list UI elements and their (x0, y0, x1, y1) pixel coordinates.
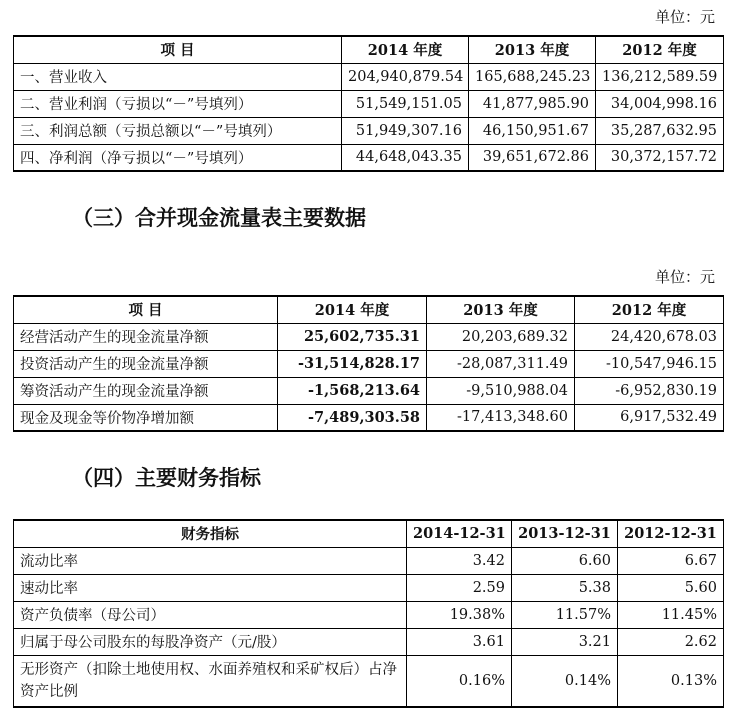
cell-2013: -17,413,348.60 (427, 404, 575, 431)
table-row (14, 323, 724, 350)
cell-2012: 2.62 (618, 628, 724, 655)
cell-2014: 19.38% (407, 601, 512, 628)
cell-2013: 41,877,985.90 (469, 90, 596, 117)
header-2012: 2012 年度 (596, 36, 724, 63)
cell-2013: 165,688,245.23 (469, 63, 596, 90)
table-header-row (14, 296, 724, 323)
header-indicator: 财务指标 (14, 520, 407, 547)
header-2014: 2014 年度 (342, 36, 469, 63)
section3-title: （三）合并现金流量表主要数据 (72, 206, 366, 230)
cell-2014: 51,549,151.05 (342, 90, 469, 117)
cashflow-table (13, 295, 724, 432)
cell-2012: 34,004,998.16 (596, 90, 724, 117)
cell-2012: 0.13% (618, 655, 724, 707)
unit-label-cashflow: 单位：元 (654, 268, 715, 286)
cell-2014: -31,514,828.17 (278, 350, 427, 377)
section4-title: （四）主要财务指标 (72, 466, 261, 490)
row-label: 归属于母公司股东的每股净资产（元/股） (14, 628, 407, 655)
cell-2014: 204,940,879.54 (342, 63, 469, 90)
table-row (14, 601, 724, 628)
cell-2012: 6.67 (618, 547, 724, 574)
table-row (14, 547, 724, 574)
header-item: 项 目 (14, 36, 342, 63)
row-label: 经营活动产生的现金流量净额 (14, 323, 278, 350)
cell-2012: 30,372,157.72 (596, 144, 724, 171)
table-row (14, 63, 724, 90)
indicators-table (13, 519, 724, 708)
cell-2014: 0.16% (407, 655, 512, 707)
table-row (14, 404, 724, 431)
cell-2012: 11.45% (618, 601, 724, 628)
unit-label-income: 单位：元 (654, 8, 715, 26)
row-label: 流动比率 (14, 547, 407, 574)
header-item: 项 目 (14, 296, 278, 323)
row-label: 资产负债率（母公司） (14, 601, 407, 628)
cell-2013: -28,087,311.49 (427, 350, 575, 377)
table-row (14, 144, 724, 171)
header-2013: 2013 年度 (427, 296, 575, 323)
cell-2013: 46,150,951.67 (469, 117, 596, 144)
cell-2013: 11.57% (512, 601, 618, 628)
cell-2013: -9,510,988.04 (427, 377, 575, 404)
table-row (14, 574, 724, 601)
cell-2013: 39,651,672.86 (469, 144, 596, 171)
row-label: 速动比率 (14, 574, 407, 601)
cell-2013: 0.14% (512, 655, 618, 707)
table-row (14, 655, 724, 707)
table-row (14, 117, 724, 144)
cell-2013: 6.60 (512, 547, 618, 574)
row-label: 一、营业收入 (14, 63, 342, 90)
cell-2014: 51,949,307.16 (342, 117, 469, 144)
table-row (14, 377, 724, 404)
header-2014: 2014 年度 (278, 296, 427, 323)
header-2013: 2013-12-31 (512, 520, 618, 547)
table-header-row (14, 36, 724, 63)
row-label: 筹资活动产生的现金流量净额 (14, 377, 278, 404)
cell-2014: 3.61 (407, 628, 512, 655)
row-label: 投资活动产生的现金流量净额 (14, 350, 278, 377)
cell-2013: 20,203,689.32 (427, 323, 575, 350)
cell-2012: 136,212,589.59 (596, 63, 724, 90)
cell-2012: -6,952,830.19 (575, 377, 724, 404)
cell-2014: 25,602,735.31 (278, 323, 427, 350)
cell-2012: 6,917,532.49 (575, 404, 724, 431)
row-label: 三、利润总额（亏损总额以“－”号填列） (14, 117, 342, 144)
header-2014: 2014-12-31 (407, 520, 512, 547)
income-table (13, 35, 724, 172)
table-header-row (14, 520, 724, 547)
cell-2012: 35,287,632.95 (596, 117, 724, 144)
row-label: 无形资产（扣除土地使用权、水面养殖权和采矿权后）占净资产比例 (14, 655, 407, 707)
cell-2014: -1,568,213.64 (278, 377, 427, 404)
cell-2014: -7,489,303.58 (278, 404, 427, 431)
table-row (14, 628, 724, 655)
row-label: 四、净利润（净亏损以“－”号填列） (14, 144, 342, 171)
cell-2014: 3.42 (407, 547, 512, 574)
header-2012: 2012 年度 (575, 296, 724, 323)
cell-2013: 5.38 (512, 574, 618, 601)
cell-2013: 3.21 (512, 628, 618, 655)
cell-2014: 44,648,043.35 (342, 144, 469, 171)
row-label: 二、营业利润（亏损以“－”号填列） (14, 90, 342, 117)
cell-2014: 2.59 (407, 574, 512, 601)
table-row (14, 90, 724, 117)
header-2013: 2013 年度 (469, 36, 596, 63)
header-2012: 2012-12-31 (618, 520, 724, 547)
cell-2012: 24,420,678.03 (575, 323, 724, 350)
row-label: 现金及现金等价物净增加额 (14, 404, 278, 431)
cell-2012: 5.60 (618, 574, 724, 601)
table-row (14, 350, 724, 377)
cell-2012: -10,547,946.15 (575, 350, 724, 377)
